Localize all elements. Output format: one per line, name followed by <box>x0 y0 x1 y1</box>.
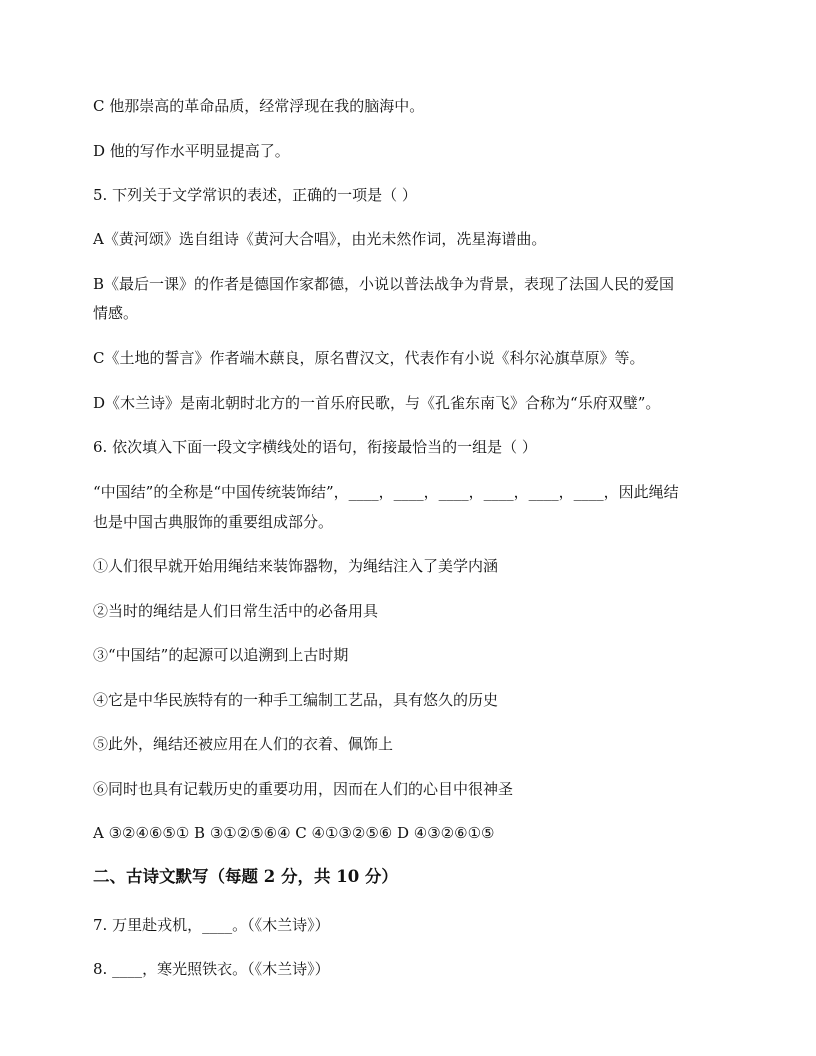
q5-option-d: D《木兰诗》是南北朝时北方的一首乐府民歌，与《孔雀东南飞》合称为“乐府双璧”。 <box>93 394 661 412</box>
q5-option-c: C《土地的誓言》作者端木蕻良，原名曹汉文，代表作有小说《科尔沁旗草原》等。 <box>93 349 645 367</box>
q5-option-b: B《最后一课》的作者是德国作家都德，小说以普法战争为背景，表现了法国人民的爱国 <box>93 275 675 293</box>
q6-sentence-5: ⑤此外，绳结还被应用在人们的衣着、佩饰上 <box>93 735 394 753</box>
q5-option-b-cont: 情感。 <box>93 304 139 322</box>
question-5: 5. 下列关于文学常识的表述，正确的一项是（ ） <box>93 186 417 204</box>
q6-options: A ③②④⑥⑤① B ③①②⑤⑥④ C ④①③②⑤⑥ D ④③②⑥①⑤ <box>93 824 495 842</box>
q6-sentence-1: ①人们很早就开始用绳结来装饰器物，为绳结注入了美学内涵 <box>93 557 499 575</box>
q6-sentence-4: ④它是中华民族特有的一种手工编制工艺品，具有悠久的历史 <box>93 691 499 709</box>
question-8: 8. ____，寒光照铁衣。（《木兰诗》） <box>93 960 330 978</box>
section-heading: 二、古诗文默写（每题 2 分，共 10 分） <box>93 867 398 886</box>
q6-sentence-3: ③“中国结”的起源可以追溯到上古时期 <box>93 646 349 664</box>
question-6: 6. 依次填入下面一段文字横线处的语句，衔接最恰当的一组是（ ） <box>93 438 537 456</box>
q5-option-a: A《黄河颂》选自组诗《黄河大合唱》，由光未然作词，冼星海谱曲。 <box>93 230 547 248</box>
q6-sentence-2: ②当时的绳结是人们日常生活中的必备用具 <box>93 602 379 620</box>
q6-sentence-6: ⑥同时也具有记载历史的重要功用，因而在人们的心目中很神圣 <box>93 780 514 798</box>
q6-passage: “中国结”的全称是“中国传统装饰结”，____，____，____，____，____，____，因此绳结 <box>93 483 679 501</box>
option-c-line: C 他那崇高的革命品质，经常浮现在我的脑海中。 <box>93 97 425 115</box>
option-d-line: D 他的写作水平明显提高了。 <box>93 142 290 160</box>
q6-passage-cont: 也是中国古典服饰的重要组成部分。 <box>93 513 334 531</box>
question-7: 7. 万里赴戎机，____。（《木兰诗》） <box>93 916 330 934</box>
